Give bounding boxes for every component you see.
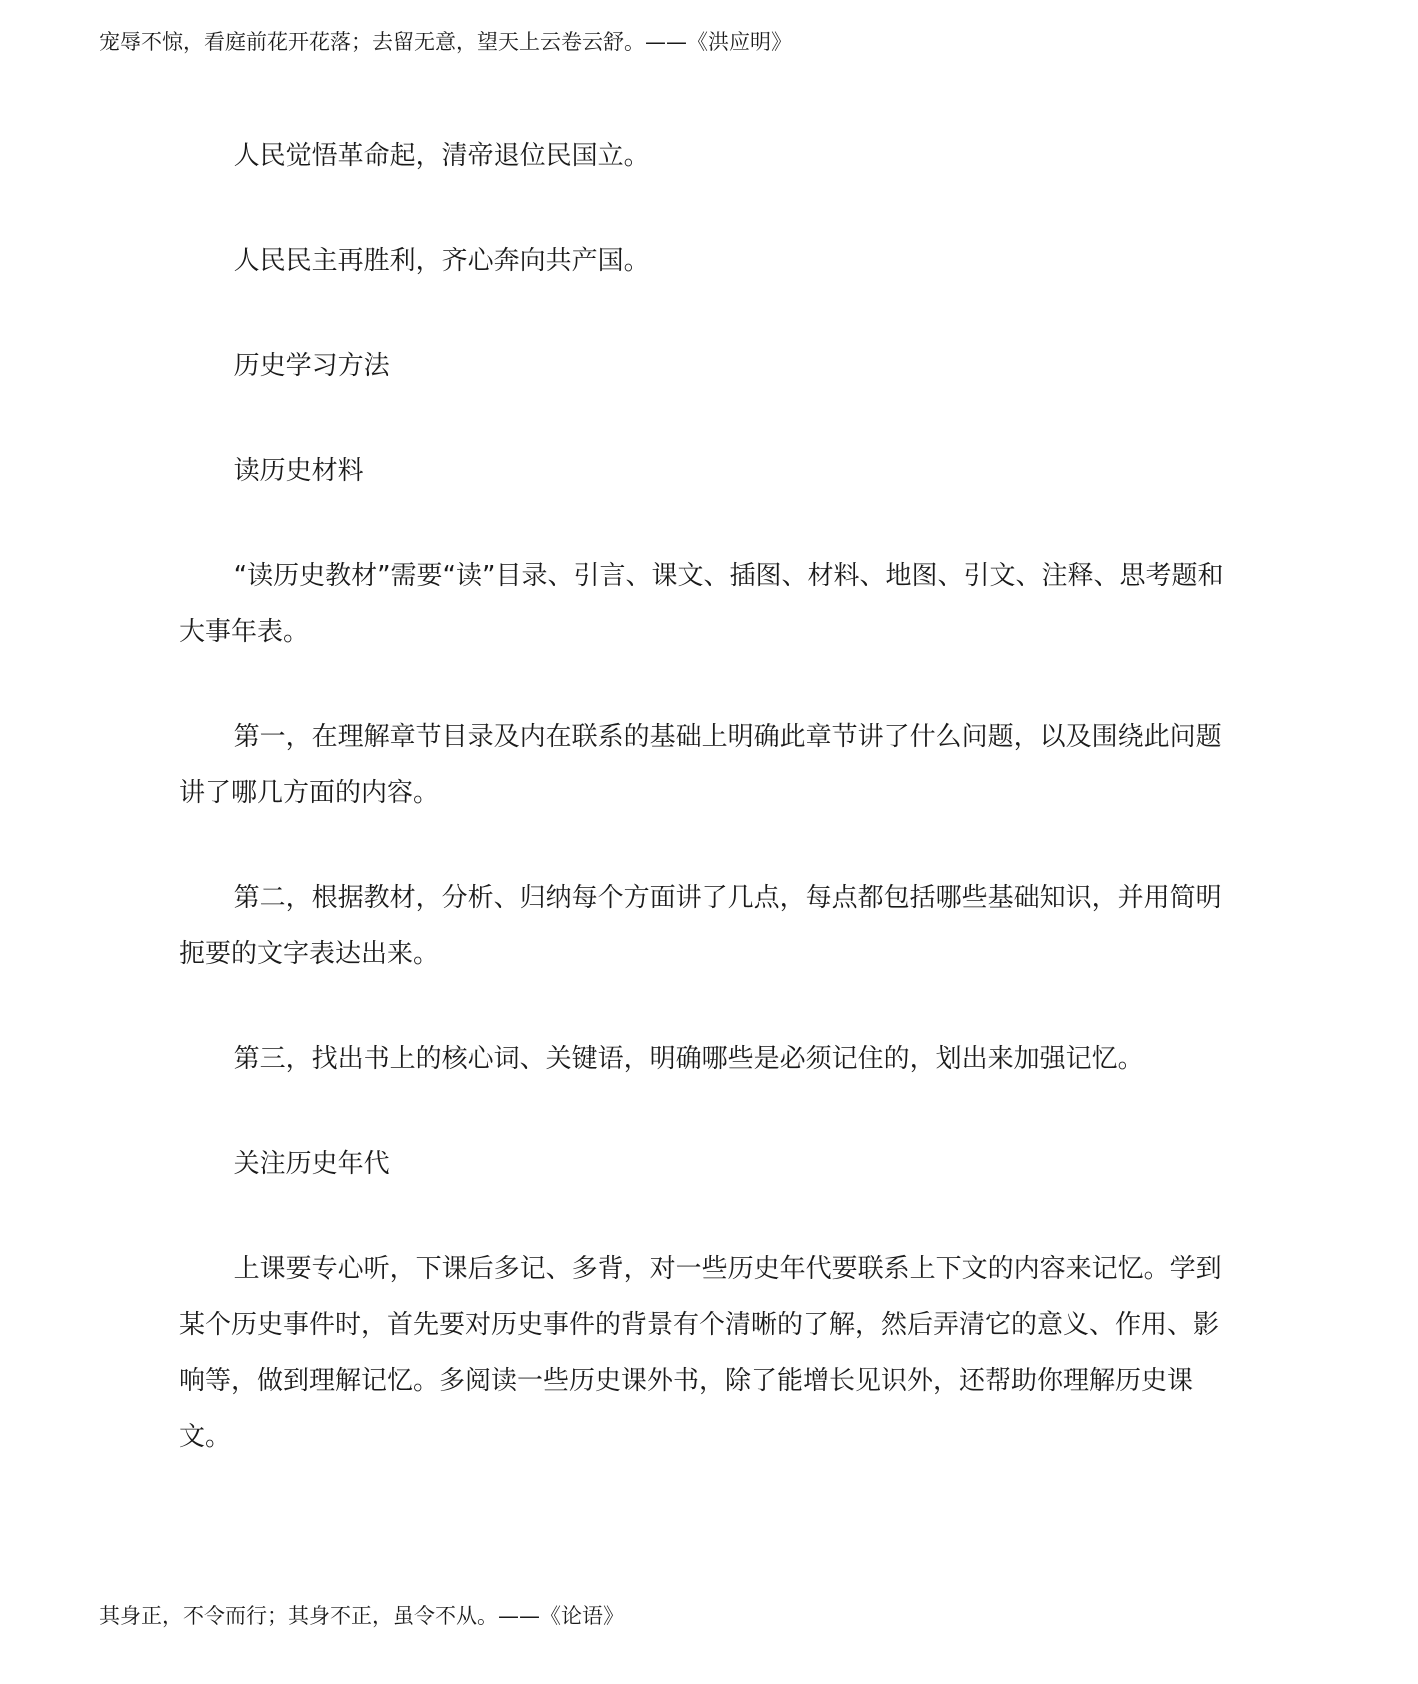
paragraph-memorize-dates: 上课要专心听，下课后多记、多背，对一些历史年代要联系上下文的内容来记忆。学到某个历史事件时，首先要对历史事件的背景有个清晰的了解，然后弄清它的意义、作用、影响等，做到理解记忆。多阅读一些历史课外书，除了能增长见识外，还帮助你理解历史课文。 — [179, 1254, 1222, 1452]
header-quote: 宠辱不惊，看庭前花开花落；去留无意，望天上云卷云舒。——《洪应明》 — [99, 30, 792, 54]
paragraph-second-step: 第二，根据教材，分析、归纳每个方面讲了几点，每点都包括哪些基础知识，并用简明扼要的文字表达出来。 — [179, 883, 1222, 969]
paragraph-first-step: 第一，在理解章节目录及内在联系的基础上明确此章节讲了什么问题，以及围绕此问题讲了哪几方面的内容。 — [179, 722, 1222, 808]
document-body — [179, 128, 1239, 1465]
paragraph-read-textbook: “读历史教材”需要“读”目录、引言、课文、插图、材料、地图、引文、注释、思考题和大事年表。 — [179, 561, 1224, 647]
footer-quote: 其身正，不令而行；其身不正，虽令不从。——《论语》 — [99, 1604, 624, 1628]
section-heading-methods: 历史学习方法 — [233, 351, 390, 381]
paragraph-third-step: 第三，找出书上的核心词、关键语，明确哪些是必须记住的，划出来加强记忆。 — [233, 1044, 1144, 1074]
paragraph-verse-2: 人民民主再胜利，齐心奔向共产国。 — [233, 246, 650, 276]
subheading-history-dates: 关注历史年代 — [233, 1149, 390, 1179]
subheading-read-materials: 读历史材料 — [233, 456, 364, 486]
paragraph-verse-1: 人民觉悟革命起，清帝退位民国立。 — [233, 141, 650, 171]
